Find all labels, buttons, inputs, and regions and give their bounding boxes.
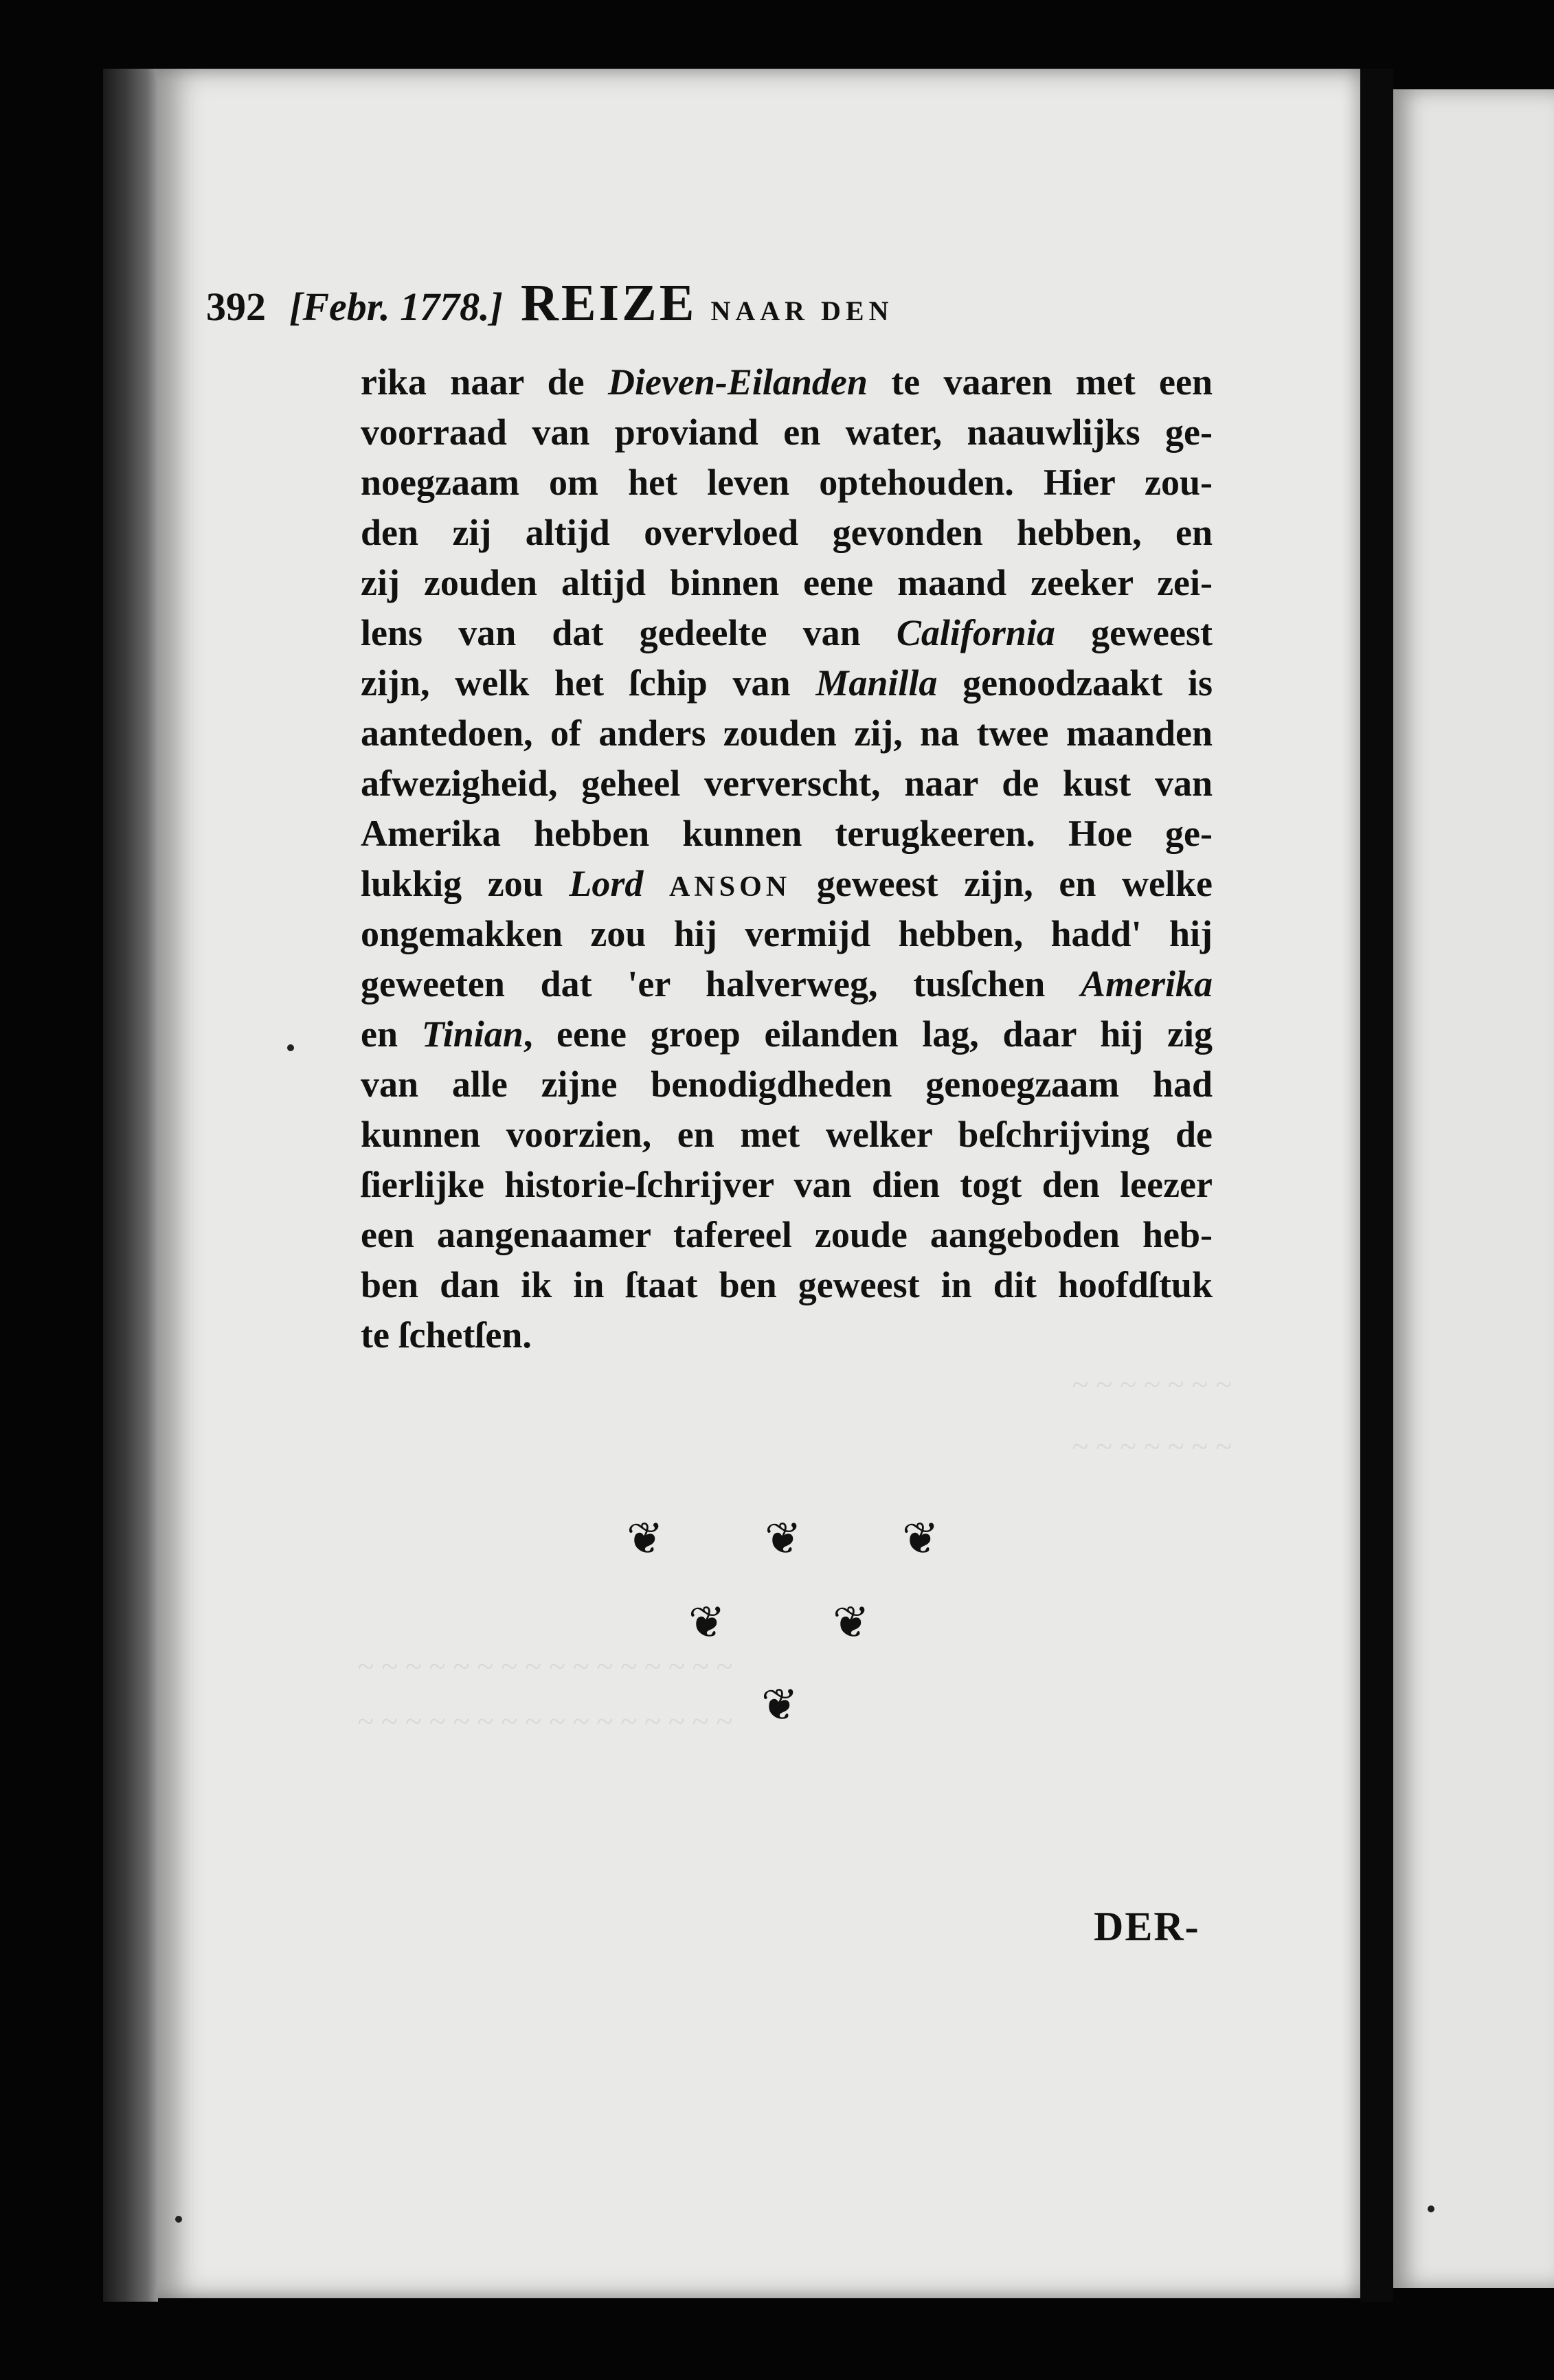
specks (175, 2216, 182, 2223)
text-segment: voorraad van proviand en water, naauwlijks ge- (361, 412, 1213, 453)
page-number: 392 (206, 284, 266, 329)
fleuron-ornament-1: ❦ (627, 1514, 664, 1563)
text-segment: lukkig zou (361, 863, 570, 904)
text-segment: zij zouden altijd binnen eene maand zeeker zei- (361, 562, 1213, 603)
text-segment: rika naar de (361, 361, 608, 403)
text-segment: genoodzaakt is (937, 662, 1213, 704)
text-line (361, 658, 1213, 708)
fleuron-ornament-5: ❦ (833, 1598, 870, 1647)
text-segment: Dieven-Eilanden (607, 361, 868, 403)
text-line (361, 458, 1213, 508)
text-line (361, 508, 1213, 558)
page-edge (103, 69, 158, 2302)
text-line (361, 909, 1213, 959)
text-line (361, 1110, 1213, 1160)
text-segment: Amerika hebben kunnen terugkeeren. Hoe ge- (361, 813, 1213, 854)
text-segment: noegzaam om het leven optehouden. Hier zou- (361, 462, 1213, 503)
text-segment: ſierlijke historie-ſchrijver van dien togt den leezer (361, 1164, 1213, 1205)
text-line (361, 1210, 1213, 1260)
specks (287, 1044, 294, 1051)
catchword: DER- (1094, 1904, 1200, 1949)
text-line (361, 1160, 1213, 1210)
text-line (361, 1310, 1213, 1360)
text-line (361, 357, 1213, 407)
text-line (361, 407, 1213, 458)
text-line (361, 1260, 1213, 1310)
text-segment: zijn, welk het ſchip van (361, 662, 816, 704)
bleed-through: ~ ~ ~ ~ ~ ~ ~ (1072, 1368, 1232, 1402)
text-segment: en (361, 1013, 422, 1055)
text-segment: geweeten dat 'er halverweg, tusſchen (361, 963, 1081, 1004)
facing-page-edge (1393, 89, 1554, 2288)
text-segment: geweest (1055, 612, 1213, 653)
fleuron-ornament-6: ❦ (761, 1681, 798, 1729)
text-segment (643, 863, 669, 904)
header-title: REIZE (520, 274, 697, 332)
text-line (361, 708, 1213, 759)
text-segment: Manilla (815, 662, 938, 704)
text-segment: ongemakken zou hij vermijd hebben, hadd' hij (361, 913, 1213, 954)
running-header (206, 273, 1140, 333)
specks (1428, 2205, 1434, 2212)
text-segment: ANSON (669, 871, 791, 903)
text-line (361, 1059, 1213, 1110)
text-segment: kunnen voorzien, en met welker beſchrijving de (361, 1114, 1213, 1155)
bleed-through: ~ ~ ~ ~ ~ ~ ~ ~ ~ ~ ~ ~ ~ ~ ~ ~ (357, 1650, 732, 1683)
text-line (361, 1009, 1213, 1059)
text-segment: afwezigheid, geheel ververscht, naar de kust van (361, 763, 1213, 804)
text-segment: California (896, 612, 1055, 653)
text-segment: van alle zijne benodigdheden genoegzaam had (361, 1064, 1213, 1105)
text-line (361, 859, 1213, 909)
text-segment: te vaaren met een (867, 361, 1213, 403)
book-gutter (1360, 69, 1393, 2302)
text-line (361, 558, 1213, 608)
text-segment: Amerika (1080, 963, 1213, 1004)
text-segment: aantedoen, of anders zouden zij, na twee maanden (361, 712, 1213, 754)
fleuron-ornament-2: ❦ (765, 1514, 802, 1563)
text-segment: te ſchetſen. (361, 1314, 532, 1356)
text-segment: den zij altijd overvloed gevonden hebben, en (361, 512, 1213, 553)
text-segment: Lord (569, 863, 644, 904)
bleed-through: ~ ~ ~ ~ ~ ~ ~ ~ ~ ~ ~ ~ ~ ~ ~ ~ (357, 1705, 732, 1738)
text-line (361, 959, 1213, 1009)
header-date: [Febr. 1778.] (289, 284, 503, 329)
text-segment: Tinian (421, 1013, 523, 1055)
header-title-small: NAAR DEN (710, 295, 894, 326)
text-line (361, 809, 1213, 859)
body-text (361, 357, 1213, 1360)
fleuron-ornament-3: ❦ (902, 1514, 939, 1563)
text-segment: ben dan ik in ſtaat ben geweest in dit hoofdſtuk (361, 1264, 1213, 1305)
text-line (361, 608, 1213, 658)
text-segment: , eene groep eilanden lag, daar hij zig (523, 1013, 1213, 1055)
text-line (361, 759, 1213, 809)
bleed-through: ~ ~ ~ ~ ~ ~ ~ (1072, 1430, 1232, 1463)
text-segment: geweest zijn, en welke (791, 863, 1213, 904)
text-segment: een aangenaamer tafereel zoude aangeboden heb- (361, 1214, 1213, 1255)
text-segment: lens van dat gedeelte van (361, 612, 897, 653)
fleuron-ornament-4: ❦ (688, 1598, 725, 1647)
